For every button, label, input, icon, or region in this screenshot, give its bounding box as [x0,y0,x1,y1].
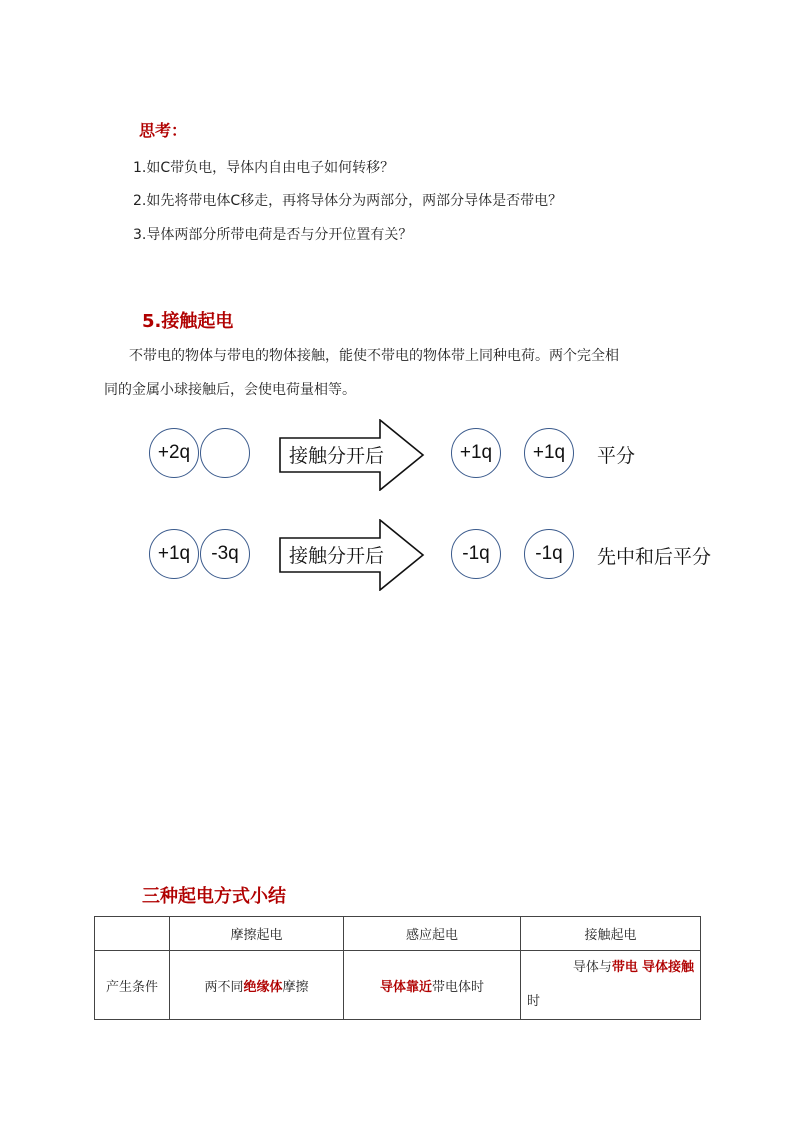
section-5-paragraph-line-1: 不带电的物体与带电的物体接触，能使不带电的物体带上同种电荷。两个完全相 [129,348,619,364]
ball-a-row-1: +2q [149,428,199,478]
table-row [95,951,701,1020]
table-header-friction: 摩擦起电 [170,917,344,951]
contact-line-1 [527,951,700,985]
ball-b-row-1 [200,428,250,478]
arrow-row-2 [279,519,425,591]
contact-pre: 导体与 [572,960,612,975]
induction-post: 带电体时 [432,979,485,995]
think-question-2: 2.如先将带电体C移走，再将导体分为两部分，两部分导体是否带电？ [133,193,563,209]
note-row-2: 先中和后平分 [597,546,712,568]
cell-contact [521,951,701,1020]
friction-highlight: 绝缘体 [243,979,283,995]
table-header-contact: 接触起电 [521,917,701,951]
think-title: 思考： [139,121,188,140]
note-row-1: 平分 [597,445,636,467]
result-b-row-1: +1q [524,428,574,478]
result-b-row-2: -1q [524,529,574,579]
think-question-3: 3.导体两部分所带电荷是否与分开位置有关？ [133,227,413,243]
induction-highlight: 导体靠近 [379,979,432,995]
table-header-induction: 感应起电 [344,917,521,951]
summary-title: 三种起电方式小结 [142,886,286,907]
summary-table [94,916,701,1020]
section-5-title: 5.接触起电 [142,311,234,332]
arrow-label-row-1: 接触分开后 [289,445,385,467]
table-header-row [95,917,701,951]
ball-b-row-2: -3q [200,529,250,579]
think-question-1: 1.如C带负电，导体内自由电子如何转移？ [133,160,395,176]
cell-induction [344,951,521,1020]
arrow-label-row-2: 接触分开后 [289,545,385,567]
row-label: 产生条件 [95,951,170,1020]
friction-post: 摩擦 [282,979,309,995]
arrow-row-1 [279,419,425,491]
contact-line-2: 时 [527,994,541,1009]
section-5-paragraph-line-2: 同的金属小球接触后，会使电荷量相等。 [104,382,356,398]
result-a-row-1: +1q [451,428,501,478]
ball-a-row-2: +1q [149,529,199,579]
contact-highlight-2: 导体接触 [641,960,694,975]
contact-highlight-1: 带电 [611,960,638,975]
friction-pre: 两不同 [204,979,244,995]
result-a-row-2: -1q [451,529,501,579]
cell-friction [170,951,344,1020]
table-header-empty [95,917,170,951]
